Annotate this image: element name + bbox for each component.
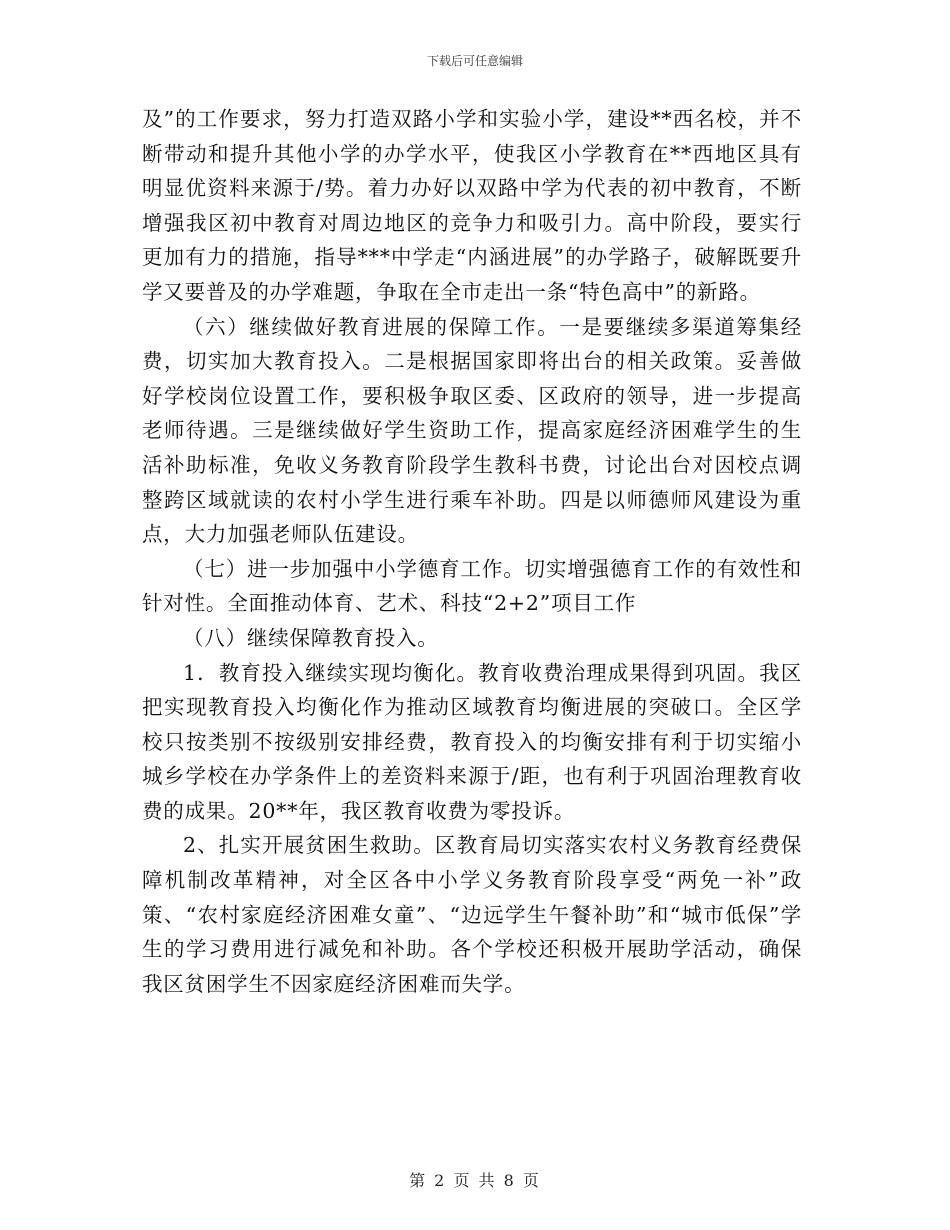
page-footer: 第 2 页 共 8 页 [409,1171,541,1190]
paragraph-section-8: （八）继续保障教育投入。 [183,625,439,650]
paragraph-item-1: 1．教育投入继续实现均衡化。教育收费治理成果得到巩固。我区把实现教育投入均衡化作为推动区域教育均衡进展的突破口。全区学校只按类别不按级别安排经费，教育投入的均衡安排有利于切实缩小城乡学校在办学条件上的差资料来源于/距，也有利于巩固治理教育收费的成果。20**年，我区教育收费为零投诉。 [142,660,802,823]
paragraph-section-6: （六）继续做好教育进展的保障工作。一是要继续多渠道筹集经费，切实加大教育投入。二是根据国家即将出台的相关政策。妥善做好学校岗位设置工作，要积极争取区委、区政府的领导，进一步提高老师待遇。三是继续做好学生资助工作，提高家庭经济困难学生的生活补助标准，免收义务教育阶段学生教科书费，讨论出台对因校点调整跨区域就读的农村小学生进行乘车补助。四是以师德师风建设为重点，大力加强老师队伍建设。 [142,314,802,547]
paragraph-continued: 及”的工作要求，努力打造双路小学和实验小学，建设**西名校，并不断带动和提升其他小学的办学水平，使我区小学教育在**西地区具有明显优资料来源于/势。着力办好以双路中学为代表的初中教育，不断增强我区初中教育对周边地区的竞争力和吸引力。高中阶段，要实行更加有力的措施，指导***中学走“内涵进展”的办学路子，破解既要升学又要普及的办学难题，争取在全市走出一条“特色高中”的新路。 [142,107,802,304]
page-header: 下载后可任意编辑 [426,54,523,68]
paragraph-section-7: （七）进一步加强中小学德育工作。切实增强德育工作的有效性和针对性。全面推动体育、艺术、科技“2+2”项目工作 [142,556,802,616]
paragraph-item-2: 2、扎实开展贫困生救助。区教育局切实落实农村义务教育经费保障机制改革精神，对全区各中小学义务教育阶段享受“两免一补”政策、“农村家庭经济困难女童”、“边远学生午餐补助”和“城市低保”学生的学习费用进行减免和补助。各个学校还积极开展助学活动，确保我区贫困学生不因家庭经济困难而失学。 [142,833,802,996]
document-body [142,102,802,1001]
